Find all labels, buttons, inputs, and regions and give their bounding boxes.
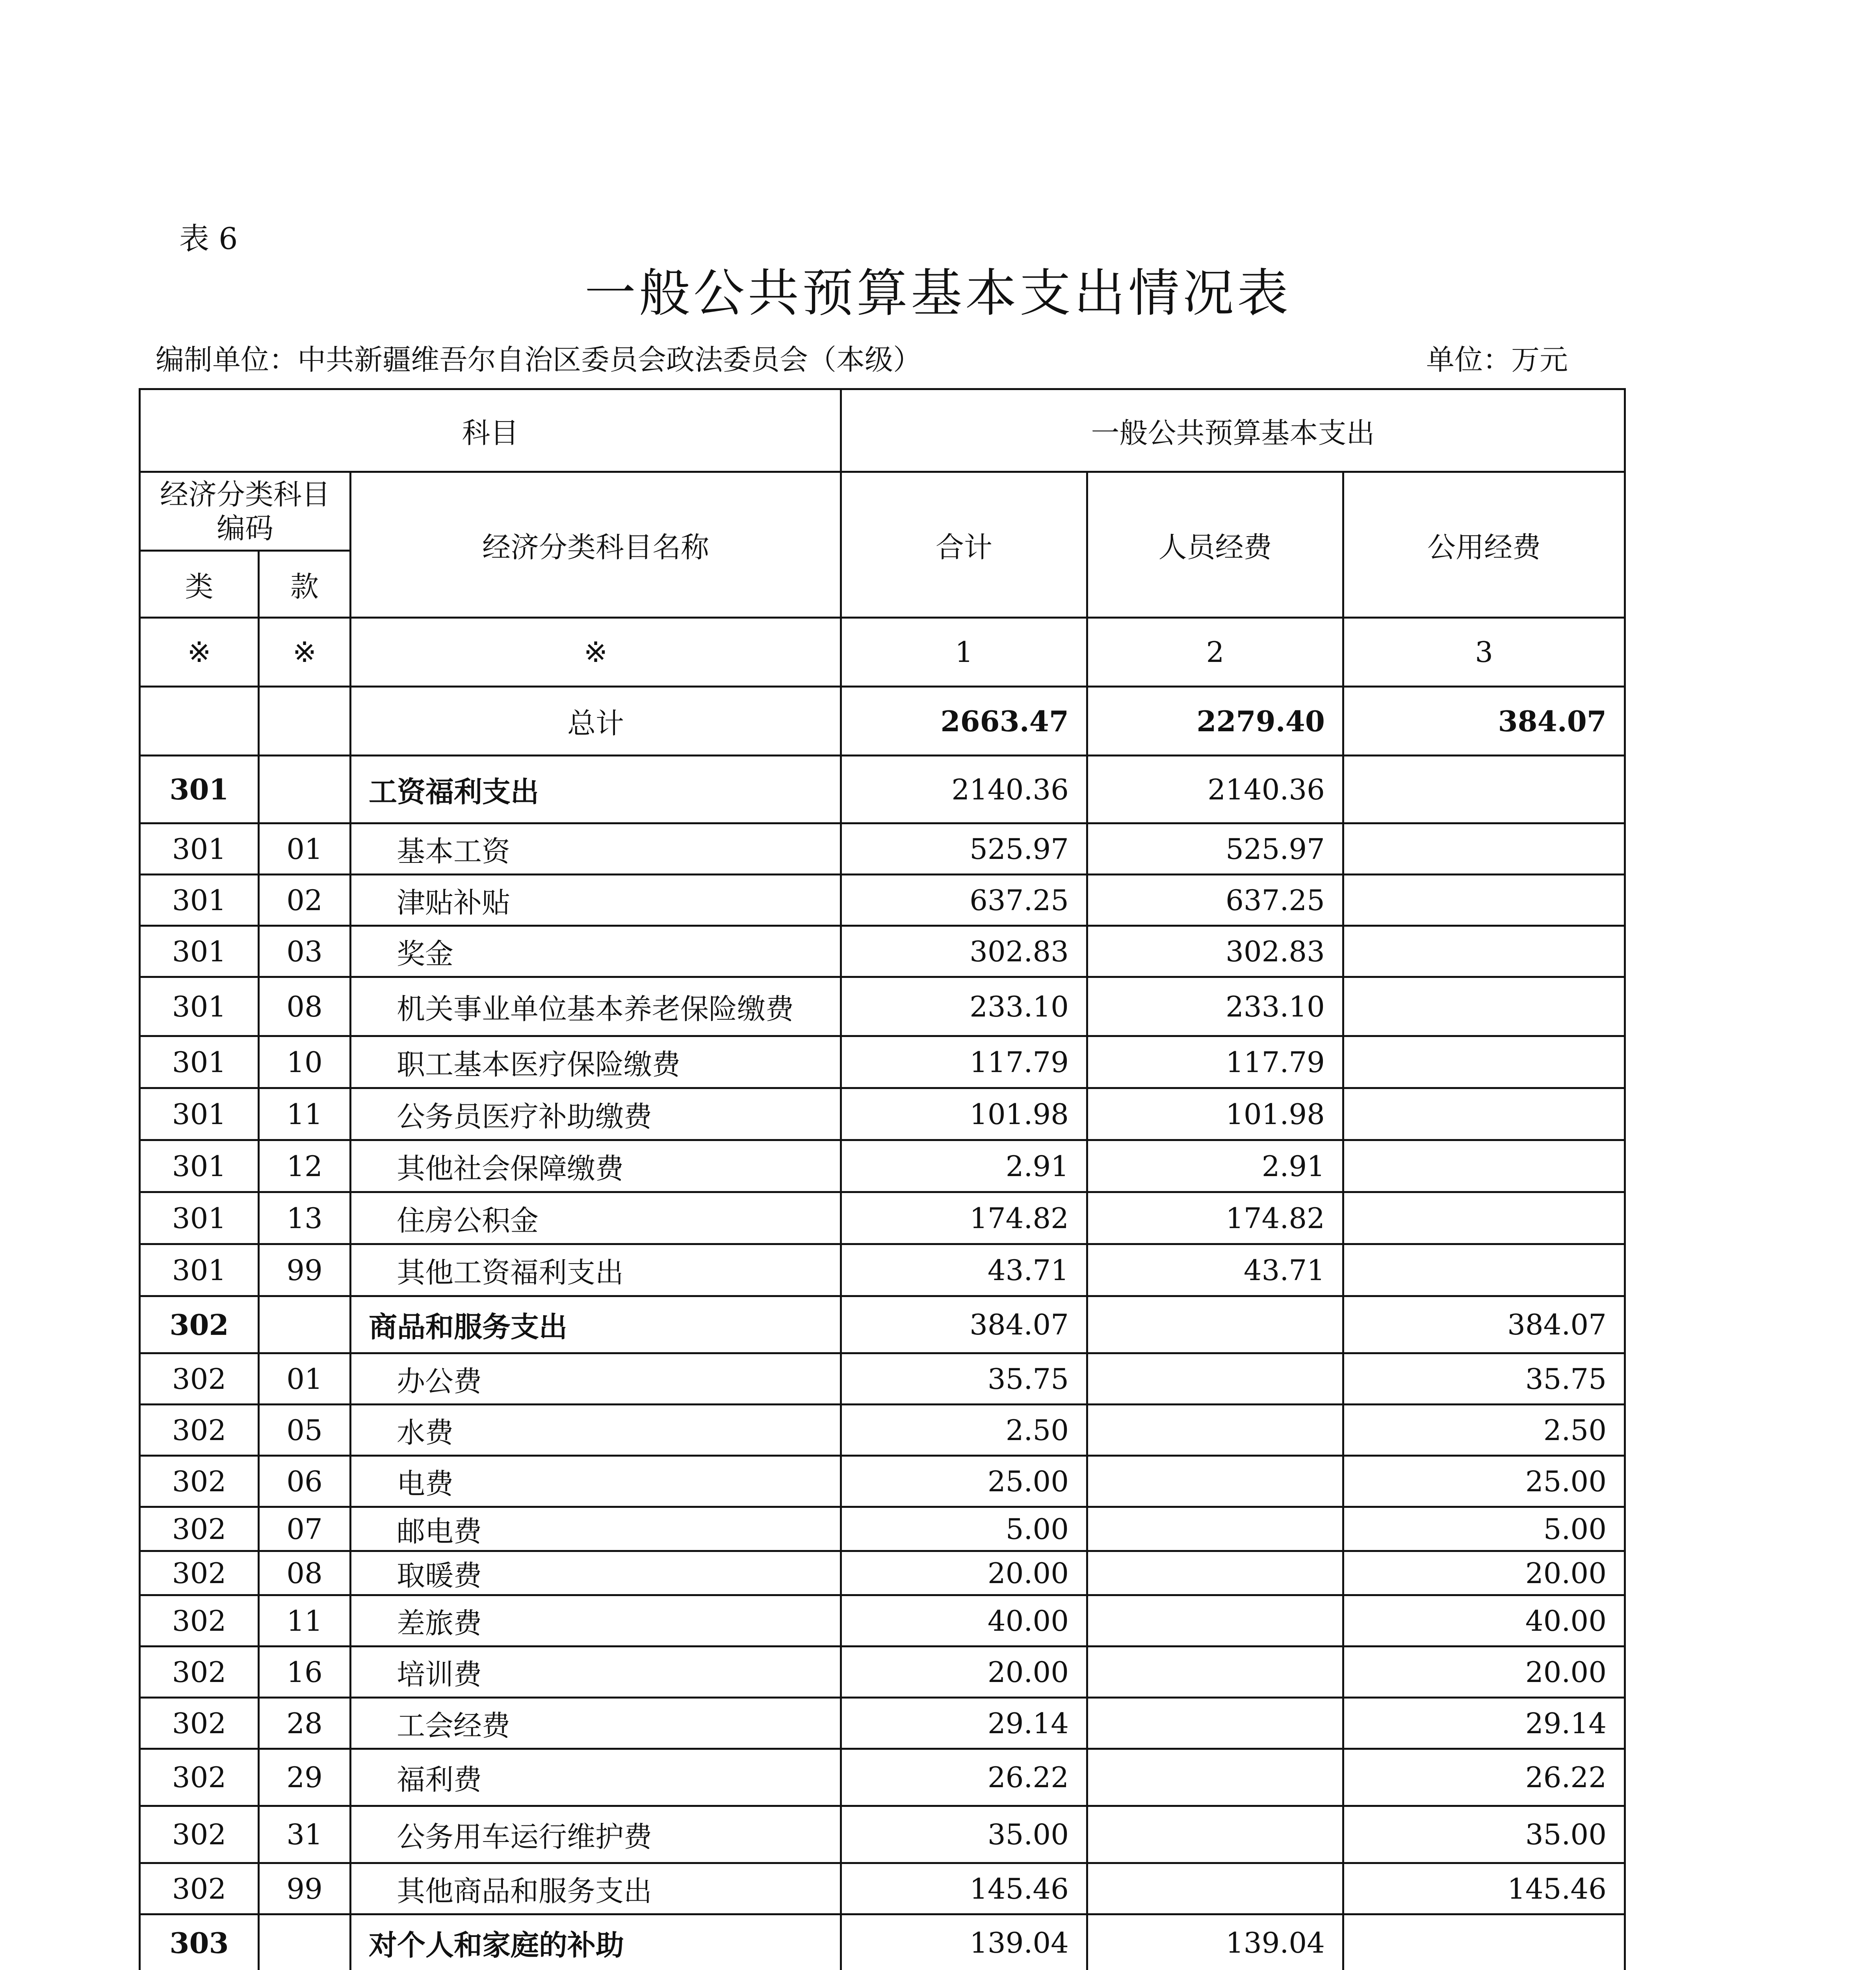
row-total: 302.83 [841,926,1087,977]
row-name: 公务用车运行维护费 [351,1806,841,1863]
row-class: 302 [140,1698,259,1749]
row-class: 302 [140,1595,259,1647]
row-class: 301 [140,875,259,926]
row-personnel [1087,1698,1343,1749]
row-total: 40.00 [841,1595,1087,1647]
header-econ-code: 经济分类科目编码 [140,472,351,551]
row-personnel: 117.79 [1087,1036,1343,1088]
row-item: 03 [259,926,351,977]
row-public: 26.22 [1343,1749,1625,1806]
row-class: 301 [140,1244,259,1296]
row-personnel [1087,1353,1343,1405]
row-personnel: 101.98 [1087,1088,1343,1140]
row-class: 302 [140,1863,259,1914]
table-row [140,1353,1625,1405]
row-name: 机关事业单位基本养老保险缴费 [351,977,841,1036]
row-name: 培训费 [351,1647,841,1698]
total-label: 总计 [351,687,841,756]
row-item: 29 [259,1749,351,1806]
row-total: 525.97 [841,823,1087,875]
total-row [140,687,1625,756]
row-personnel: 174.82 [1087,1192,1343,1244]
total-empty [140,687,259,756]
row-personnel [1087,1405,1343,1456]
row-item: 08 [259,1551,351,1595]
row-name: 基本工资 [351,823,841,875]
row-total: 35.00 [841,1806,1087,1863]
row-public: 35.75 [1343,1353,1625,1405]
header-row-1 [140,389,1625,472]
row-name: 奖金 [351,926,841,977]
header-total: 合计 [841,472,1087,618]
row-public: 29.14 [1343,1698,1625,1749]
row-class: 303 [140,1914,259,1970]
row-personnel [1087,1551,1343,1595]
row-item: 02 [259,875,351,926]
org-label: 编制单位：中共新疆维吾尔自治区委员会政法委员会（本级） [156,343,922,376]
row-personnel: 2140.36 [1087,756,1343,823]
header-public: 公用经费 [1343,472,1625,618]
row-total: 25.00 [841,1456,1087,1507]
row-total: 117.79 [841,1036,1087,1088]
row-total: 101.98 [841,1088,1087,1140]
row-item: 01 [259,1353,351,1405]
row-name: 工资福利支出 [351,756,841,823]
table-row [140,1244,1625,1296]
row-item: 99 [259,1244,351,1296]
table-row [140,1088,1625,1140]
row-personnel: 525.97 [1087,823,1343,875]
row-personnel [1087,1296,1343,1353]
row-name: 其他社会保障缴费 [351,1140,841,1192]
index-cell: ※ [140,618,259,687]
table-row [140,1456,1625,1507]
row-item: 05 [259,1405,351,1456]
header-subject: 科目 [140,389,841,472]
table-row [140,756,1625,823]
table-row [140,1806,1625,1863]
table-row [140,1140,1625,1192]
row-public [1343,926,1625,977]
row-public: 2.50 [1343,1405,1625,1456]
row-name: 电费 [351,1456,841,1507]
row-public [1343,977,1625,1036]
total-empty [259,687,351,756]
row-name: 工会经费 [351,1698,841,1749]
row-public: 25.00 [1343,1456,1625,1507]
row-total: 2.50 [841,1405,1087,1456]
row-name: 其他工资福利支出 [351,1244,841,1296]
table-row [140,1192,1625,1244]
row-item: 12 [259,1140,351,1192]
table-row [140,1863,1625,1914]
index-cell: 3 [1343,618,1625,687]
row-item: 28 [259,1698,351,1749]
header-expenditure: 一般公共预算基本支出 [841,389,1625,472]
unit-label: 单位：万元 [1426,343,1568,376]
row-public [1343,1088,1625,1140]
row-public [1343,1192,1625,1244]
row-public: 20.00 [1343,1647,1625,1698]
row-personnel [1087,1647,1343,1698]
header-row-2 [140,472,1625,551]
header-econ-name: 经济分类科目名称 [351,472,841,618]
header-item: 款 [259,551,351,618]
row-public [1343,1140,1625,1192]
row-class: 302 [140,1296,259,1353]
row-item: 31 [259,1806,351,1863]
table-row [140,1036,1625,1088]
row-total: 20.00 [841,1551,1087,1595]
row-personnel [1087,1595,1343,1647]
index-row [140,618,1625,687]
row-name: 对个人和家庭的补助 [351,1914,841,1970]
row-item: 10 [259,1036,351,1088]
row-total: 139.04 [841,1914,1087,1970]
row-total: 5.00 [841,1507,1087,1551]
row-name: 邮电费 [351,1507,841,1551]
row-name: 福利费 [351,1749,841,1806]
row-public [1343,756,1625,823]
row-total: 35.75 [841,1353,1087,1405]
table-row [140,1595,1625,1647]
total-sum: 2663.47 [841,687,1087,756]
index-cell: 1 [841,618,1087,687]
row-personnel: 43.71 [1087,1244,1343,1296]
page-title: 一般公共预算基本支出情况表 [584,263,1291,323]
row-name: 其他商品和服务支出 [351,1863,841,1914]
row-total: 174.82 [841,1192,1087,1244]
budget-table [139,388,1626,1970]
row-class: 301 [140,1192,259,1244]
row-item: 08 [259,977,351,1036]
row-class: 302 [140,1806,259,1863]
row-total: 29.14 [841,1698,1087,1749]
row-personnel [1087,1749,1343,1806]
row-name: 津贴补贴 [351,875,841,926]
row-public [1343,875,1625,926]
index-cell: 2 [1087,618,1343,687]
table-row [140,1507,1625,1551]
header-personnel: 人员经费 [1087,472,1343,618]
row-personnel: 233.10 [1087,977,1343,1036]
row-class: 301 [140,1088,259,1140]
row-class: 302 [140,1405,259,1456]
total-personnel: 2279.40 [1087,687,1343,756]
table-body [140,389,1625,1970]
row-item [259,756,351,823]
row-public [1343,1036,1625,1088]
index-cell: ※ [259,618,351,687]
row-name: 水费 [351,1405,841,1456]
table-row [140,926,1625,977]
table-row [140,823,1625,875]
row-personnel [1087,1806,1343,1863]
row-public [1343,1244,1625,1296]
row-class: 301 [140,1036,259,1088]
total-public: 384.07 [1343,687,1625,756]
row-item: 01 [259,823,351,875]
row-class: 301 [140,1140,259,1192]
row-class: 301 [140,977,259,1036]
row-personnel [1087,1507,1343,1551]
table-label: 表 6 [179,221,238,256]
row-personnel [1087,1456,1343,1507]
table-row [140,1296,1625,1353]
row-total: 384.07 [841,1296,1087,1353]
row-total: 637.25 [841,875,1087,926]
row-total: 145.46 [841,1863,1087,1914]
row-item: 11 [259,1595,351,1647]
table-row [140,875,1625,926]
row-total: 20.00 [841,1647,1087,1698]
row-public [1343,823,1625,875]
row-total: 26.22 [841,1749,1087,1806]
row-public: 20.00 [1343,1551,1625,1595]
table-row [140,1551,1625,1595]
table-row [140,1698,1625,1749]
row-personnel: 302.83 [1087,926,1343,977]
row-class: 302 [140,1647,259,1698]
row-class: 302 [140,1507,259,1551]
row-total: 2.91 [841,1140,1087,1192]
row-name: 住房公积金 [351,1192,841,1244]
row-public [1343,1914,1625,1970]
row-item: 99 [259,1863,351,1914]
row-class: 301 [140,926,259,977]
table-row [140,1405,1625,1456]
row-item: 11 [259,1088,351,1140]
row-item: 13 [259,1192,351,1244]
row-personnel: 637.25 [1087,875,1343,926]
row-class: 301 [140,756,259,823]
row-name: 商品和服务支出 [351,1296,841,1353]
table-row [140,1647,1625,1698]
row-name: 差旅费 [351,1595,841,1647]
row-class: 302 [140,1749,259,1806]
row-public: 35.00 [1343,1806,1625,1863]
table-row [140,977,1625,1036]
row-public: 145.46 [1343,1863,1625,1914]
row-personnel [1087,1863,1343,1914]
row-total: 233.10 [841,977,1087,1036]
row-class: 301 [140,823,259,875]
table-row [140,1749,1625,1806]
row-name: 职工基本医疗保险缴费 [351,1036,841,1088]
row-item [259,1296,351,1353]
row-name: 办公费 [351,1353,841,1405]
row-item [259,1914,351,1970]
row-public: 384.07 [1343,1296,1625,1353]
row-public: 40.00 [1343,1595,1625,1647]
row-class: 302 [140,1353,259,1405]
row-personnel: 139.04 [1087,1914,1343,1970]
row-name: 公务员医疗补助缴费 [351,1088,841,1140]
row-name: 取暖费 [351,1551,841,1595]
header-class: 类 [140,551,259,618]
row-total: 2140.36 [841,756,1087,823]
row-item: 06 [259,1456,351,1507]
table-row [140,1914,1625,1970]
row-class: 302 [140,1456,259,1507]
index-cell: ※ [351,618,841,687]
row-class: 302 [140,1551,259,1595]
row-personnel: 2.91 [1087,1140,1343,1192]
row-total: 43.71 [841,1244,1087,1296]
row-item: 07 [259,1507,351,1551]
row-public: 5.00 [1343,1507,1625,1551]
row-item: 16 [259,1647,351,1698]
